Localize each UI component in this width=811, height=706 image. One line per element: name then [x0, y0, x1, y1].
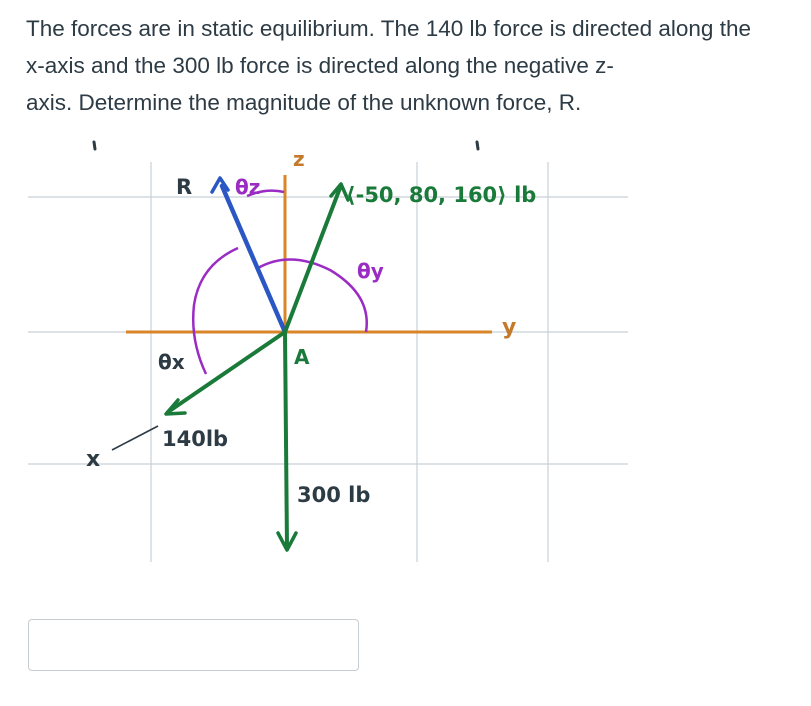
y-axis-label: y	[502, 315, 517, 340]
force-140-label: 140lb	[162, 427, 229, 451]
question-text	[26, 10, 806, 121]
force-300-label: 300 lb	[297, 483, 371, 507]
tick-mark-left	[94, 142, 95, 149]
z-axis-label: z	[293, 147, 305, 171]
theta-y-label: θy	[357, 259, 384, 283]
theta-y-arc	[258, 259, 367, 332]
x-axis-label: x	[86, 447, 101, 472]
force-R-line	[222, 186, 285, 332]
force-vector-label: ⟨-50, 80, 160⟩ lb	[346, 183, 537, 207]
theta-z-label: θz	[235, 175, 261, 199]
theta-x-arc	[193, 248, 238, 374]
theta-x-label: θx	[158, 350, 185, 374]
force-diagram	[0, 120, 811, 580]
question-line-3: axis. Determine the magnitude of the unknown force, R.	[26, 90, 582, 115]
question-line-2: x-axis and the 300 lb force is directed along the negative z-	[26, 53, 614, 78]
force-300-line	[285, 332, 287, 548]
question-line-1: The forces are in static equilibrium. The 140 lb force is directed along the	[26, 16, 751, 41]
tick-mark-right	[477, 142, 478, 149]
force-R-label: R	[176, 175, 193, 199]
answer-input[interactable]	[28, 619, 359, 671]
point-A-label: A	[294, 345, 310, 369]
force-140-line	[168, 332, 285, 412]
